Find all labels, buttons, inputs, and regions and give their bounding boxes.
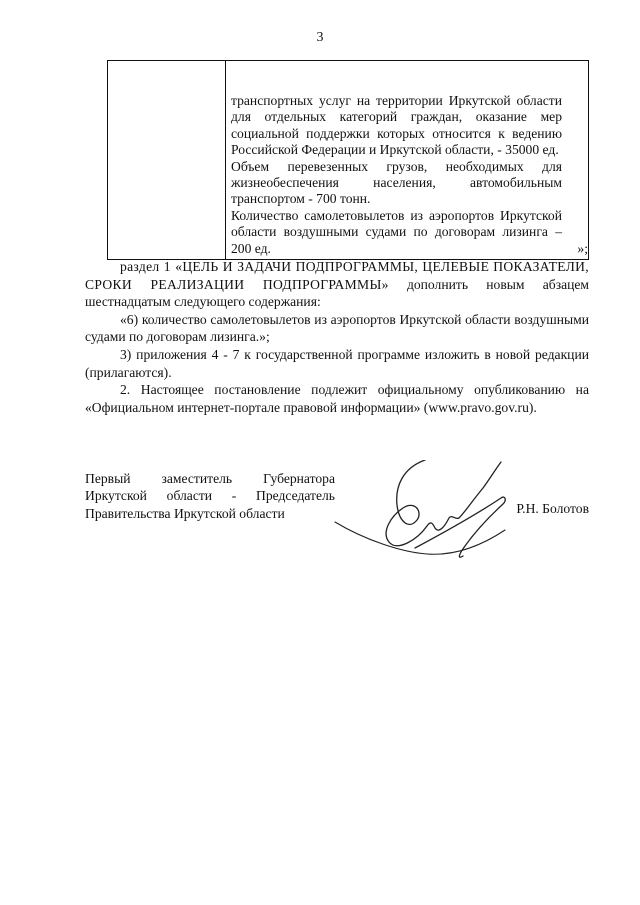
section-amendment-text: дополнить новым абзацем шестнадцатым следующего содержания: (85, 276, 590, 310)
table-cell-empty (108, 61, 226, 260)
quoted-addition: «6) количество самолетовылетов из аэропортов Иркутской области воздушными судами по договорам лизинга.»; (85, 311, 589, 345)
signature-block (85, 470, 589, 570)
handwritten-signature (305, 460, 535, 570)
table-cell-indicators (226, 61, 589, 260)
indicator-transport-services: транспортных услуг на территории Иркутской области для отдельных категорий граждан, оказание мер социальной поддержки которых относится к ведению Российской Федерации и Иркутской области, - 35000 ед. (231, 92, 562, 158)
indicator-cargo-volume: Объем перевезенных грузов, необходимых для жизнеобеспечения населения, автомобильным транспортом - 700 тонн. (231, 158, 562, 207)
section-heading-line2: ПОКАЗАТЕЛИ, СРОКИ РЕАЛИЗАЦИИ ПОДПРОГРАММЫ» (85, 259, 589, 292)
signer-title-line: Иркутской области - Председатель (85, 488, 335, 504)
section-heading-line1: раздел 1 «ЦЕЛЬ И ЗАДАЧИ ПОДПРОГРАММЫ, ЦЕЛЕВЫЕ (120, 259, 490, 274)
table-row (108, 61, 589, 260)
indicator-flights: Количество самолетовылетов из аэропортов Иркутской области воздушными судами по договорам лизинга – 200 ед. (231, 207, 562, 256)
signer-name: Р.Н. Болотов (516, 501, 589, 516)
signer-title (85, 470, 335, 522)
signer-title-line: Правительства Иркутской области (85, 505, 285, 521)
item-3-paragraph: 3) приложения 4 - 7 к государственной программе изложить в новой редакции (прилагаются). (85, 346, 589, 380)
indicators-text (226, 88, 568, 259)
closing-quote-mark: »; (577, 240, 588, 256)
page-number: 3 (316, 30, 324, 45)
document-body (85, 258, 589, 416)
item-2-paragraph: 2. Настоящее постановление подлежит официальному опубликованию на «Официальном интернет-портале правовой информации» (www.pravo.gov.ru). (85, 382, 589, 415)
section-amendment-paragraph (85, 258, 589, 311)
signer-title-line: Первый заместитель Губернатора (85, 471, 335, 486)
indicators-table (107, 60, 589, 260)
